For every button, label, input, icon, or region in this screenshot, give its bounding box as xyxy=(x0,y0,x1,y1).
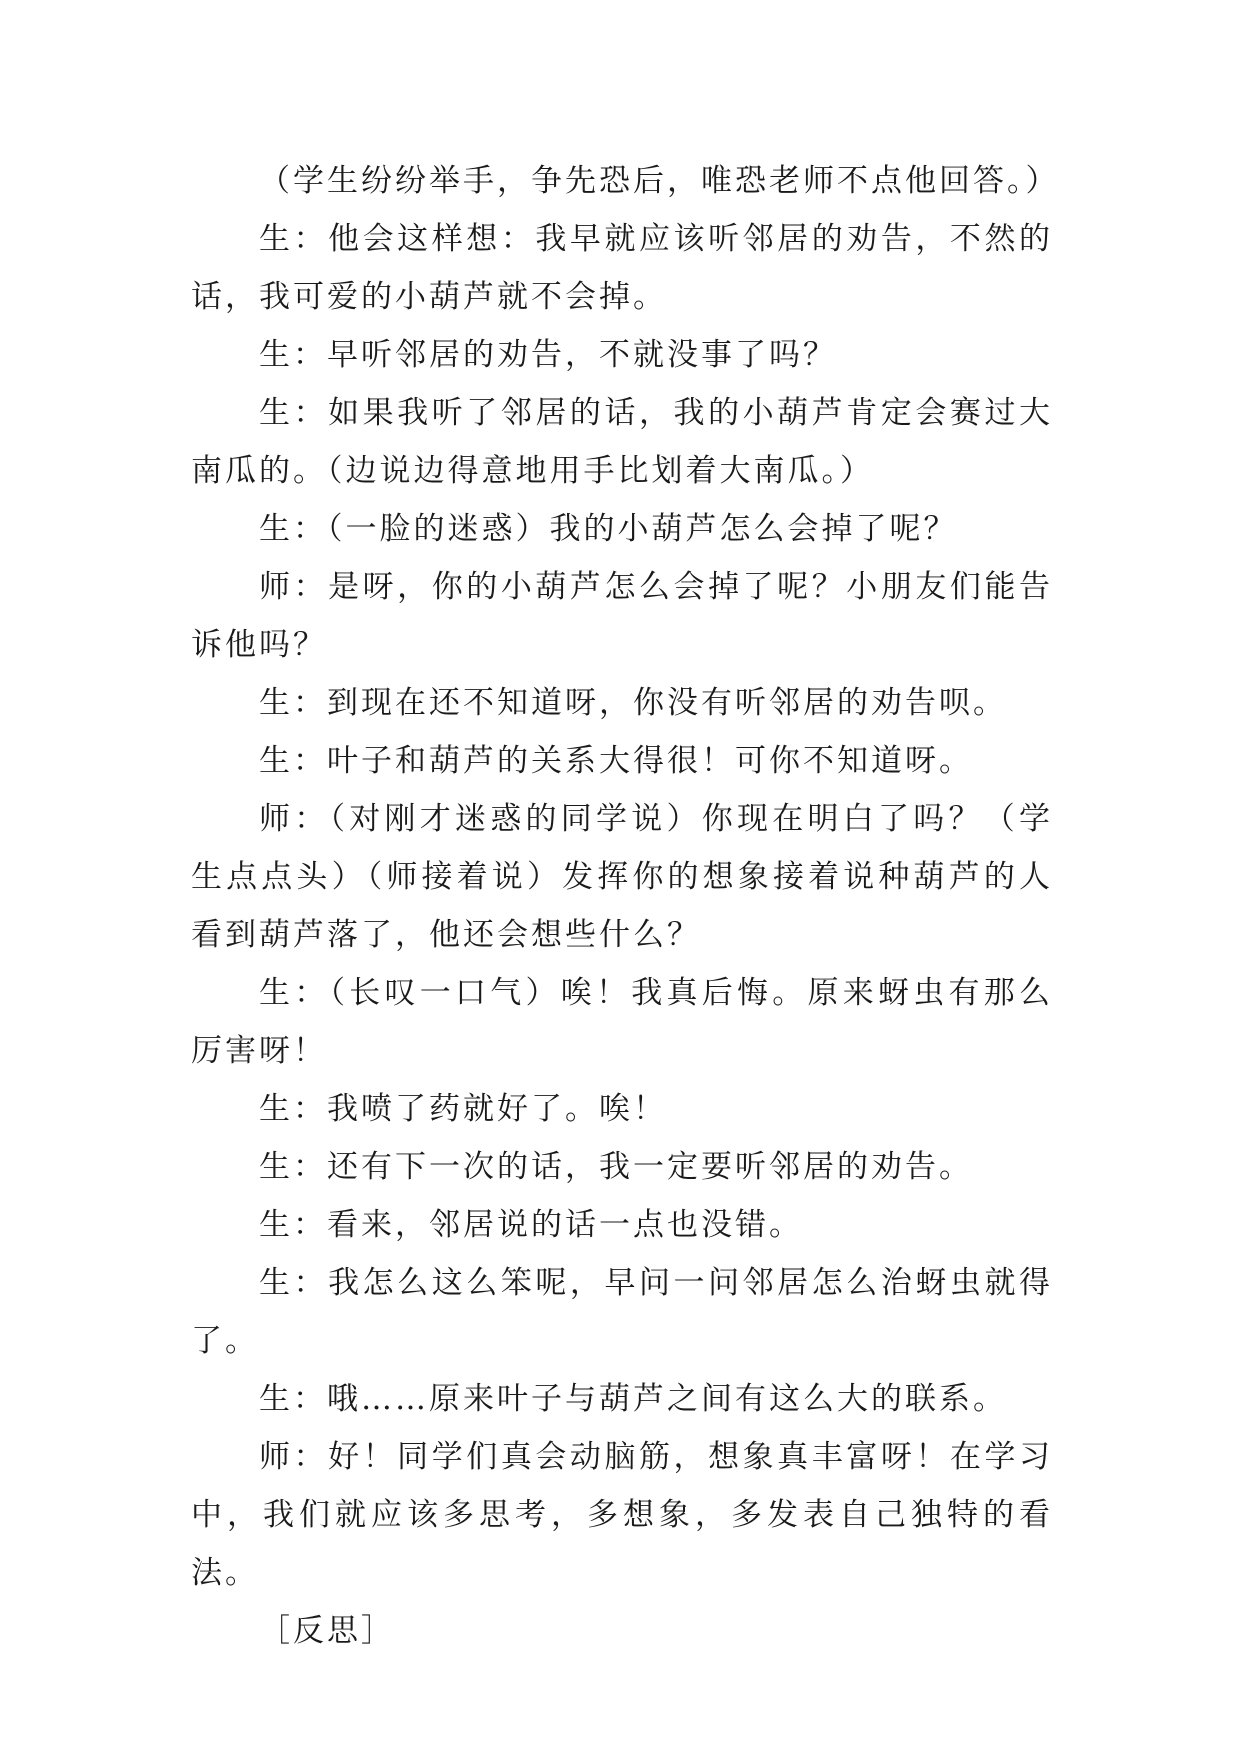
paragraph: 生：看来，邻居说的话一点也没错。 xyxy=(259,1207,803,1243)
paragraph: 生：早听邻居的劝告，不就没事了吗？ xyxy=(259,337,837,373)
paragraph: 生：（长叹一口气）唉！我真后悔。原来蚜虫有那么厉害呀！ xyxy=(191,975,1053,1069)
paragraph: 生：哦……原来叶子与葫芦之间有这么大的联系。 xyxy=(259,1381,1007,1417)
paragraph: 生：还有下一次的话，我一定要听邻居的劝告。 xyxy=(259,1149,973,1185)
paragraph: 生：我怎么这么笨呢，早问一问邻居怎么治蚜虫就得了。 xyxy=(191,1265,1053,1359)
paragraph: 生：我喷了药就好了。唉！ xyxy=(259,1091,667,1127)
paragraph: 生：叶子和葫芦的关系大得很！可你不知道呀。 xyxy=(259,743,973,779)
paragraph: 生：到现在还不知道呀，你没有听邻居的劝告呗。 xyxy=(259,685,1007,721)
document-body xyxy=(191,152,1060,1660)
paragraph: 生：如果我听了邻居的话，我的小葫芦肯定会赛过大南瓜的。（边说边得意地用手比划着大南瓜。） xyxy=(191,395,1053,489)
paragraph: 生：（一脸的迷惑）我的小葫芦怎么会掉了呢？ xyxy=(259,511,958,547)
paragraph: （学生纷纷举手，争先恐后，唯恐老师不点他回答。） xyxy=(259,163,1060,199)
paragraph: 师：好！同学们真会动脑筋，想象真丰富呀！在学习中，我们就应该多思考，多想象，多发表自己独特的看法。 xyxy=(191,1439,1053,1591)
paragraph: 师：（对刚才迷惑的同学说）你现在明白了吗？（学生点点头）（师接着说）发挥你的想象接着说种葫芦的人看到葫芦落了，他还会想些什么？ xyxy=(191,801,1053,953)
section-heading: ［反思］ xyxy=(259,1613,395,1649)
paragraph: 师：是呀，你的小葫芦怎么会掉了呢？小朋友们能告诉他吗？ xyxy=(191,569,1053,663)
paragraph: 生：他会这样想：我早就应该听邻居的劝告，不然的话，我可爱的小葫芦就不会掉。 xyxy=(191,221,1053,315)
